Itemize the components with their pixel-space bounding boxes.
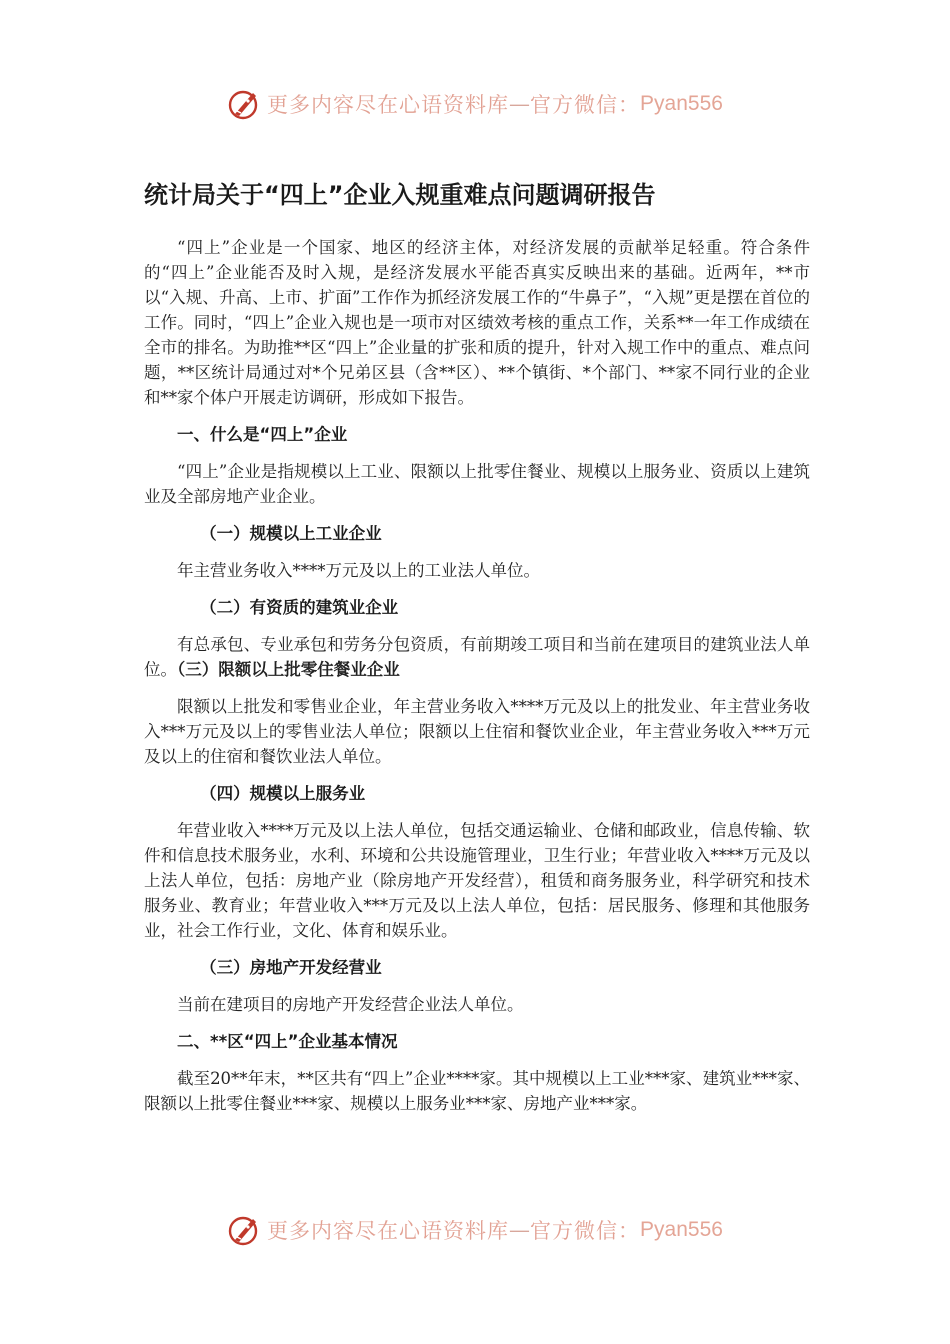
subsection-2-paragraph [144, 632, 810, 682]
banner-slogan: 更多内容尽在心语资料库 [267, 93, 510, 117]
section-2-paragraph: 截至20**年末，**区共有“四上”企业****家。其中规模以上工业***家、建筑业***家、限额以上批零住餐业***家、规模以上服务业***家、房地产业***家。 [144, 1069, 810, 1113]
footer-banner [0, 1208, 950, 1252]
subsection-1-paragraph: 年主营业务收入****万元及以上的工业法人单位。 [177, 561, 540, 580]
subsection-1-heading: （一）规模以上工业企业 [200, 524, 382, 543]
header-banner [0, 82, 950, 126]
subsection-3-paragraph: 限额以上批发和零售业企业，年主营业务收入****万元及以上的批发业、年主营业务收入***万元及以上的零售业法人单位；限额以上住宿和餐饮业企业，年主营业务收入***万元及以上的住宿和餐饮业法人单位。 [144, 697, 810, 766]
intro-paragraph: “四上”企业是一个国家、地区的经济主体，对经济发展的贡献举足轻重。符合条件的“四上”企业能否及时入规，是经济发展水平能否真实反映出来的基础。近两年，**市以“入规、升高、上市、扩面”工作作为抓经济发展工作的“牛鼻子”，“入规”更是摆在首位的工作。同时，“四上”企业入规也是一项市对区绩效考核的重点工作，关系**一年工作成绩在全市的排名。为助推**区“四上”企业量的扩张和质的提升，针对入规工作中的重点、难点问题，**区统计局通过对*个兄弟区县（含**区）、**个镇街、*个部门、**家不同行业的企业和**家个体户开展走访调研，形成如下报告。 [144, 238, 810, 407]
subsection-3-heading: （三）限额以上批零住餐业企业 [177, 660, 400, 679]
footer-wechat-label: 官方微信： [530, 1219, 641, 1243]
subsection-2-heading: （二）有资质的建筑业企业 [200, 598, 399, 617]
quill-seal-icon [227, 1213, 261, 1247]
subsection-5-heading: （三）房地产开发经营业 [200, 958, 382, 977]
footer-slogan: 更多内容尽在心语资料库 [267, 1219, 510, 1243]
quill-seal-icon [227, 87, 261, 121]
section-1-paragraph: “四上”企业是指规模以上工业、限额以上批零住餐业、规模以上服务业、资质以上建筑业及全部房地产业企业。 [144, 462, 810, 506]
footer-separator: — [509, 1218, 531, 1242]
footer-banner-content [227, 1213, 723, 1247]
footer-wechat-id: Pyan556 [640, 1218, 723, 1241]
document-title: 统计局关于“四上”企业入规重难点问题调研报告 [144, 181, 656, 209]
section-2-heading: 二、**区“四上”企业基本情况 [177, 1032, 398, 1051]
subsection-2-text: 有总承包、专业承包和劳务分包资质，有前期竣工项目和当前在建项目的建筑业法人单位。 [144, 635, 810, 679]
banner-separator: — [509, 92, 531, 116]
subsection-4-paragraph: 年营业收入****万元及以上法人单位，包括交通运输业、仓储和邮政业，信息传输、软件和信息技术服务业，水利、环境和公共设施管理业，卫生行业；年营业收入****万元及以上法人单位，包括：房地产业（除房地产开发经营），租赁和商务服务业，科学研究和技术服务业、教育业；年营业收入***万元及以上法人单位，包括：居民服务、修理和其他服务业，社会工作行业，文化、体育和娱乐业。 [144, 821, 810, 940]
banner-content [227, 87, 723, 121]
subsection-5-paragraph: 当前在建项目的房地产开发经营企业法人单位。 [177, 995, 524, 1014]
document-body [144, 235, 810, 1128]
subsection-4-heading: （四）规模以上服务业 [200, 784, 366, 803]
banner-wechat-id: Pyan556 [640, 92, 723, 115]
banner-wechat-label: 官方微信： [530, 93, 641, 117]
section-1-heading: 一、什么是“四上”企业 [177, 425, 348, 444]
